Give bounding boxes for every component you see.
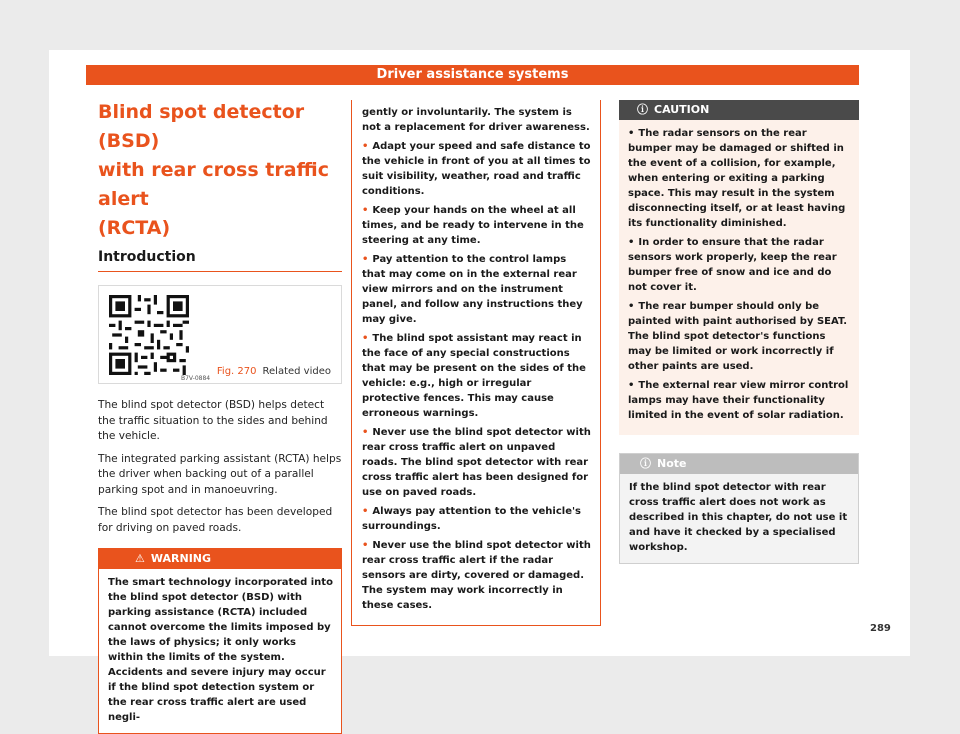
bullet-icon: • [362, 506, 369, 517]
list-item [362, 538, 592, 613]
bullet-icon: • [628, 128, 635, 139]
page-number: 289 [870, 623, 891, 634]
list-item-text: The rear bumper should only be painted with paint authorised by SEAT. The blind spot detector's functions may be limited or work incorrectly if other paints are used. [628, 301, 848, 372]
warning-continuation-box [351, 100, 601, 626]
list-item-text: Never use the blind spot detector with rear cross traffic alert if the radar sensors are dirty, covered or damaged. The system may work incorrectly in these cases. [362, 540, 591, 611]
bullet-icon: • [628, 301, 635, 312]
list-item-text: The radar sensors on the rear bumper may be damaged or shifted in the event of a collision, for example, when entering or exiting a parking space. This may result in the system disconnecting itself, or at least having its functionality diminished. [628, 128, 846, 229]
list-item [362, 425, 592, 500]
bullet-icon: • [628, 237, 635, 248]
right-column [619, 100, 859, 564]
list-item [362, 504, 592, 534]
list-item-text: In order to ensure that the radar sensors work properly, keep the rear bumper free of snow and ice and do not cover it. [628, 237, 837, 293]
manual-page [49, 50, 910, 723]
bullet-icon: • [362, 427, 369, 438]
body-paragraph: The blind spot detector has been developed for driving on paved roads. [98, 506, 333, 534]
figure-code: B7V-0884 [181, 375, 211, 382]
warning-triangle-icon: ⚠ [135, 552, 145, 565]
figure-caption-text: Related video [262, 366, 331, 377]
info-circle-icon: ⓘ [637, 103, 648, 116]
list-item [362, 139, 592, 199]
left-column [98, 98, 342, 734]
note-text: If the blind spot detector with rear cross traffic alert does not work as described in this chapter, do not use it and have it checked by a specialised workshop. [629, 482, 848, 553]
list-item [362, 331, 592, 421]
note-info-icon: ⓘ [640, 457, 651, 470]
note-header [620, 454, 858, 474]
body-paragraph: The integrated parking assistant (RCTA) helps the driver when backing out of a parallel parking spot and in manoeuvring. [98, 452, 342, 496]
caution-box [619, 100, 859, 435]
list-item-text: Pay attention to the control lamps that may come on in the external rear view mirrors and on the instrument panel, and follow any instructions they may give. [362, 254, 583, 325]
qr-code-icon [109, 295, 189, 375]
list-item [628, 378, 851, 423]
list-item [362, 203, 592, 248]
bullet-icon: • [362, 540, 369, 551]
figure-caption [217, 366, 331, 377]
warning-header [99, 549, 341, 569]
figure-video [98, 285, 342, 384]
list-item-text: Always pay attention to the vehicle's surroundings. [362, 506, 581, 532]
caution-body [619, 120, 859, 435]
list-item [628, 235, 851, 295]
list-item [362, 252, 592, 327]
warning-text: The smart technology incorporated into the blind spot detector (BSD) with parking assistance (RCTA) included cannot overcome the limits imposed by the laws of physics; it only works within the limits of the system. Accidents and severe injury may occur if the blind spot detection system or the rear cross traffic alert are used negli- [108, 577, 333, 723]
list-item [628, 299, 851, 374]
title-line-2: with rear cross traffic alert [98, 159, 329, 210]
note-box [619, 453, 859, 564]
body-paragraph: The blind spot detector (BSD) helps detect the traffic situation to the sides and behind the vehicle. [98, 399, 328, 442]
figure-number: Fig. 270 [216, 366, 257, 377]
page-title [98, 98, 342, 243]
list-item-text: Keep your hands on the wheel at all times, and be ready to intervene in the steering at any time. [362, 205, 584, 246]
list-item [628, 126, 851, 231]
title-line-1: Blind spot detector (BSD) [98, 101, 305, 152]
warning-continuation-text: gently or involuntarily. The system is not a replacement for driver awareness. [362, 107, 590, 133]
list-item-text: Adapt your speed and safe distance to the vehicle in front of you at all times to suit visibility, weather, road and traffic conditions. [362, 141, 591, 197]
bullet-icon: • [362, 141, 369, 152]
bullet-icon: • [628, 380, 635, 391]
section-subtitle: Introduction [98, 249, 342, 272]
section-header: Driver assistance systems [86, 65, 859, 85]
list-item-text: The external rear view mirror control lamps may have their functionality limited in the event of solar radiation. [628, 380, 849, 421]
bullet-icon: • [362, 333, 369, 344]
list-item-text: Never use the blind spot detector with rear cross traffic alert on unpaved roads. The blind spot detector with rear cross traffic alert has been designed for use on paved roads. [362, 427, 591, 498]
warning-box [98, 548, 342, 734]
caution-header [619, 100, 859, 120]
middle-column [351, 100, 601, 626]
warning-label: WARNING [150, 552, 212, 565]
note-label: Note [657, 457, 687, 470]
bullet-icon: • [362, 205, 369, 216]
title-line-3: (RCTA) [98, 217, 171, 239]
bullet-icon: • [362, 254, 369, 265]
caution-label: CAUTION [654, 103, 710, 116]
list-item-text: The blind spot assistant may react in the face of any special constructions that may be present on the sides of the vehicle: e.g., high or irregular protective fences. This may cause erroneous warnings. [362, 333, 586, 419]
